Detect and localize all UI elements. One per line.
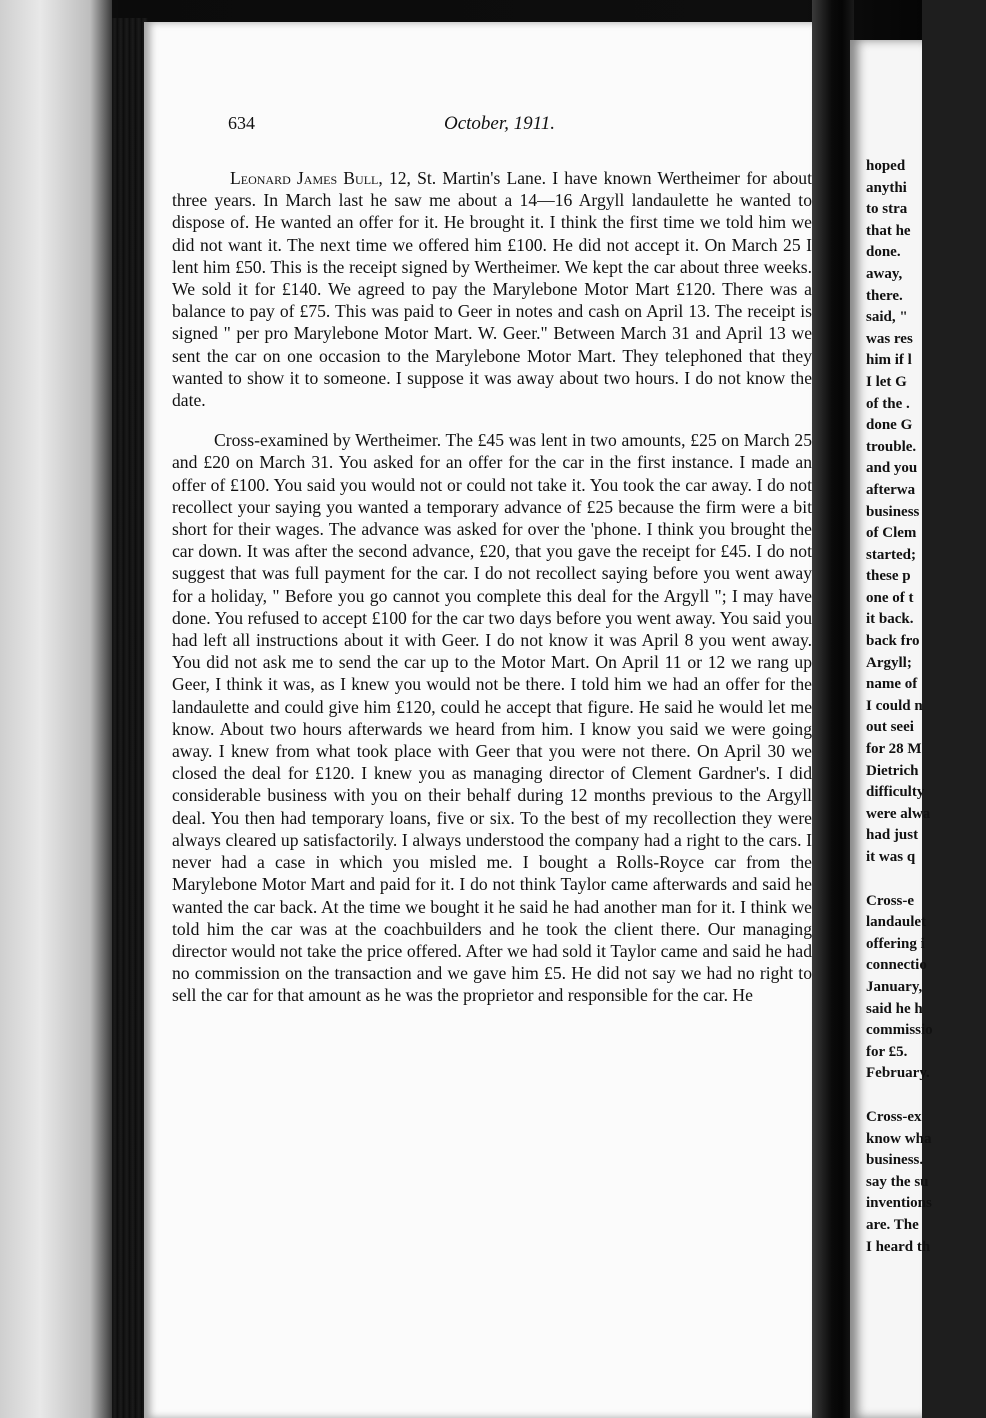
facing-page-line: for 28 M: [866, 741, 922, 758]
facing-page-line: name of: [866, 676, 918, 693]
book-page: [144, 22, 812, 1418]
page-gutter: [812, 0, 854, 1418]
facing-page-line: say the su: [866, 1173, 929, 1190]
paragraph: [172, 167, 812, 411]
facing-page-line: were alwa: [866, 805, 931, 822]
facing-page-line: are. The: [866, 1216, 919, 1233]
facing-page-gap: [866, 869, 986, 891]
paragraph-text: 12, St. Martin's Lane. I have known Wertheimer for about three years. In March last he saw me about a 14—16 Argyll landaulette he wanted to dispose of. He wanted an offer for it. He brought it. I think the first time we told him we did not want it. The next time we offered him £100. He did not accept it. On March 25 I lent him £50. This is the receipt signed by Wertheimer. We kept the car about three weeks. We sold it for £140. We agreed to pay the Marylebone Motor Mart £120. There was a balance to pay of £75. This was paid to Geer in notes and cash on April 13. The receipt is signed " per pro Marylebone Motor Mart. W. Geer." Between March 31 and April 13 we sent the car on one occasion to the Marylebone Motor Mart. They telephoned that they wanted to show it to someone. I suppose it was away about two hours. I do not know the date.: [172, 168, 812, 411]
speaker-name: Leonard James Bull,: [230, 168, 383, 188]
facing-page-line: hoped: [866, 158, 906, 174]
page-number: 634: [228, 113, 255, 133]
facing-page-line: it was q: [866, 849, 916, 865]
paragraph-text: Cross-examined by Wertheimer. The £45 was lent in two amounts, £25 on March 25 and £20 on March 31. You asked for an offer for the car in the first instance. I made an offer of £100. You said you would not or could not take it. You took the car away. I do not recollect your saying you wanted a temporary advance of £25 because the firm were a bit short for their wages. The advance was asked for over the 'phone. I think you brought the car down. It was after the second advance, £20, that you gave the receipt for £45. I do not suggest that was full payment for the car. I do not recollect saying before you went away for a holiday, " Before you go cannot you complete this deal for the Argyll "; I may have done. You refused to accept £100 for the car two days before you went away. You said you had left all instructions about it with Geer. I do not know it was April 8 you went away. You did not ask me to send the car up to the Motor Mart. On April 11 or 12 we rang up Geer, I think it was, as I knew you would not be there. I told him we had an offer for the landaulette and could give him £120, could he accept that figure. He said he would let me know. About two hours afterwards we heard from him. I know you said we were going away. I knew from what took place with Geer that you were not there. On April 30 we closed the deal for £120. I knew you as managing director of Clement Gardner's. I did considerable business with you on their behalf during 12 months previous to the Argyll deal. You then had temporary loans, five or six. To the best of my recollection they were always cleared up satisfactorily. I always understood the company had a right to the cars. I never had a case in which you misled me. I bought a Rolls-Royce car from the Marylebone Motor Mart and paid for it. I do not think Taylor came afterwards and said he wanted the car back. At the time we bought it he said he had another man for it. I think we told him the car was at the coachbuilders and he took the client there. Our managing director would not take the price offered. After we had sold it Taylor came and said he had no commission on the transaction and we gave him £5. He did not say we had no right to sell the car for that amount as he was the proprietor and responsible for the car. He: [172, 430, 812, 1006]
facing-page-line: done.: [866, 244, 901, 261]
facing-page-line: I could n: [866, 697, 923, 714]
facing-page-line: connectio: [866, 957, 927, 974]
facing-page-line: to stra: [866, 201, 908, 218]
running-head-text: October, 1911.: [444, 113, 555, 134]
facing-page-line: afterwa: [866, 481, 916, 498]
facing-page-line: him if l: [866, 352, 912, 369]
facing-page-line: away,: [866, 265, 903, 282]
facing-page-text: [866, 156, 986, 1258]
running-head: [444, 113, 555, 135]
facing-page-line: commissio: [866, 1022, 933, 1039]
facing-page-line: January,: [866, 978, 923, 995]
facing-page-line: trouble.: [866, 438, 917, 455]
facing-page-line: Dietrich: [866, 762, 919, 779]
facing-page-line: know wha: [866, 1130, 932, 1147]
facing-page-line: business: [866, 503, 920, 520]
facing-page-line: Argyll;: [866, 654, 912, 671]
facing-page-line: said he h: [866, 1000, 923, 1017]
facing-page-line: said, ": [866, 309, 908, 326]
facing-page-line: and you: [866, 460, 918, 477]
facing-page-line: these p: [866, 568, 911, 585]
paragraph: [172, 429, 812, 1006]
facing-page-line: out seei: [866, 719, 914, 736]
left-page-edge: [0, 0, 112, 1418]
facing-page-line: it back.: [866, 611, 914, 628]
facing-page-line: inventions: [866, 1195, 932, 1212]
facing-page-line: I let G: [866, 373, 907, 390]
facing-page-line: started;: [866, 546, 916, 563]
facing-page-line: of Clem: [866, 525, 917, 542]
facing-page-line: Cross-e: [866, 892, 915, 909]
book-binding: [112, 18, 148, 1418]
facing-page-line: February.: [866, 1065, 930, 1082]
facing-page-line: was res: [866, 330, 913, 347]
facing-page-line: there.: [866, 287, 903, 304]
facing-page-line: of the .: [866, 395, 910, 412]
facing-page-line: I heard th: [866, 1238, 931, 1255]
facing-page-line: Cross-ex: [866, 1108, 922, 1125]
facing-page-line: that he: [866, 222, 911, 239]
facing-page-line: for £5.: [866, 1043, 908, 1060]
facing-page-line: done G: [866, 417, 913, 434]
facing-page-line: back fro: [866, 633, 920, 650]
facing-page-line: anythi: [866, 179, 907, 196]
facing-page-line: landaulet: [866, 914, 927, 931]
facing-page-line: had just: [866, 827, 919, 844]
facing-page-gap: [866, 1085, 986, 1107]
facing-page-line: difficulty: [866, 784, 925, 801]
facing-page-line: business.: [866, 1152, 924, 1169]
body-text: [172, 167, 812, 1007]
facing-page: [850, 40, 933, 1418]
facing-page-line: offering i: [866, 935, 925, 952]
facing-page-line: one of t: [866, 589, 914, 606]
